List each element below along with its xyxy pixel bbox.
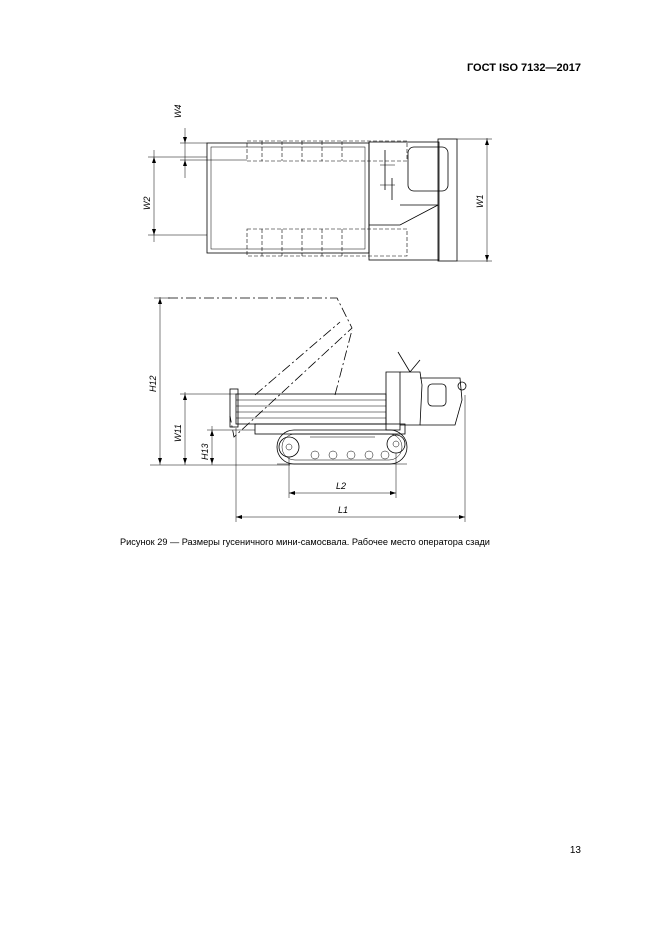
- label-h11: W11: [173, 424, 183, 442]
- label-l2: L2: [336, 481, 347, 491]
- label-w1: W1: [475, 194, 485, 208]
- figure-caption: Рисунок 29 — Размеры гусеничного мини-самосвала. Рабочее место оператора сзади: [120, 537, 490, 547]
- label-h13: H13: [200, 443, 210, 460]
- label-w4: W4: [173, 104, 183, 118]
- label-l1: L1: [338, 505, 349, 515]
- side-view: [150, 297, 466, 522]
- document-standard-header: ГОСТ ISO 7132—2017: [466, 62, 581, 74]
- label-h12: H12: [148, 375, 158, 392]
- label-w2: W2: [142, 196, 152, 210]
- page-number: 13: [569, 845, 581, 856]
- top-view: [148, 128, 492, 262]
